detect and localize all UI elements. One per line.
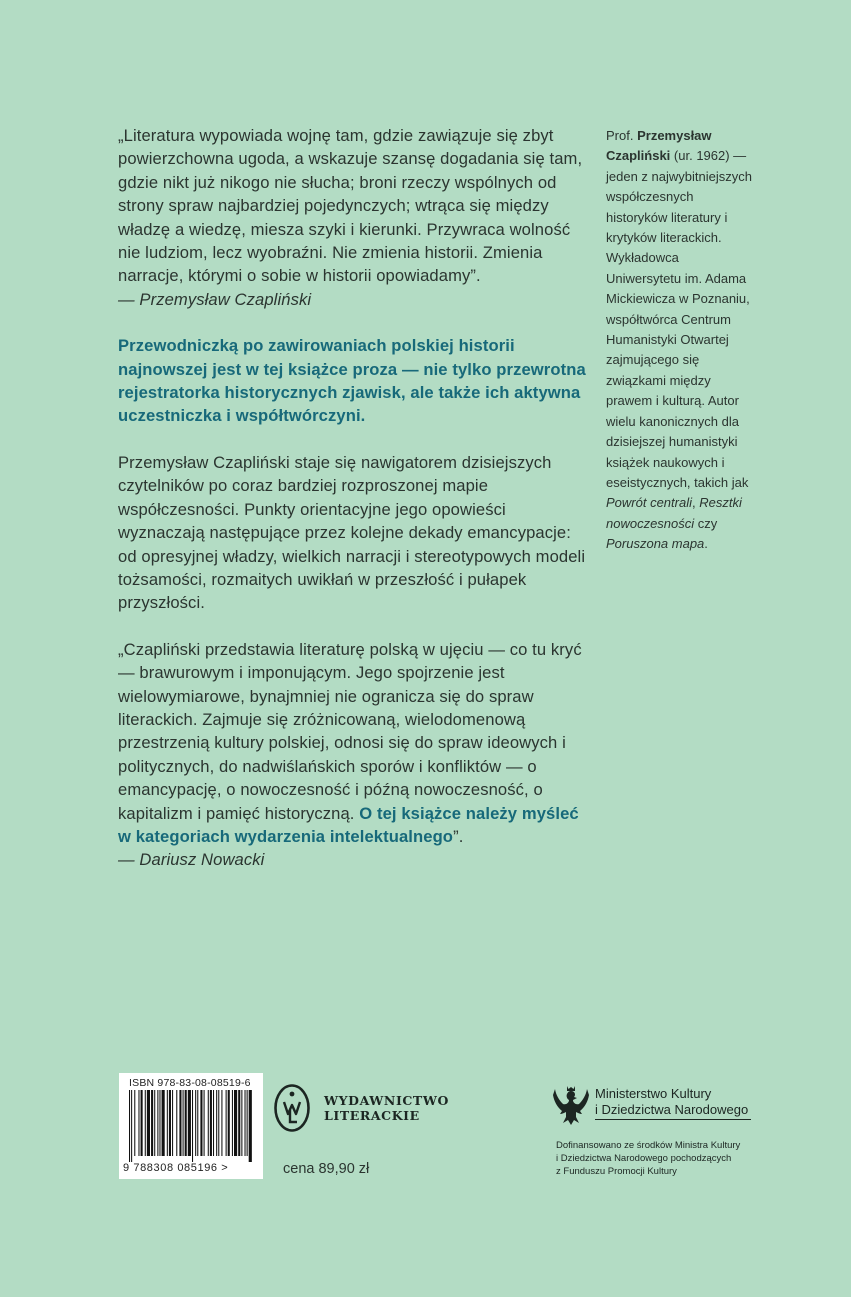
ministry-name xyxy=(595,1086,748,1118)
ministry-name-line2: i Dziedzictwa Narodowego xyxy=(595,1102,749,1117)
publisher-name-line1: WYDAWNICTWO xyxy=(324,1093,449,1108)
ministry-divider xyxy=(595,1119,751,1120)
bio-text: (ur. 1962) — jeden z najwybitniejszych współczesnych historyków literatury i krytyków literackich. Wykładowca Uniwersytetu im. Adama Mickiewicza w Poznaniu, współtwórca Centrum Humanistyki Otwartej zajmującego się związkami między prawem i kulturą. Autor wielu kanonicznych dla dzisiejszej humanistyki książek naukowych i eseistycznych, takich jak xyxy=(606,148,752,490)
funding-line-1: Dofinansowano ze środków Ministra Kultury xyxy=(556,1140,741,1151)
book-title-2: Resztki nowoczesności xyxy=(606,495,742,531)
body-paragraph: Przemysław Czapliński staje się nawigatorem dzisiejszych czytelników po coraz bardziej rozproszonej mapie współczesności. Punkty orientacyjne jego opowieści wyznaczają następujące przez kolejne dekady emancypacje: od opresyjnej władzy, wielkich narracji i stereotypowych modeli tożsamości, rozmaitych uwikłań w przeszłość i pułapek przyszłości. xyxy=(118,452,586,613)
publisher-name xyxy=(324,1093,464,1123)
bio-end: . xyxy=(704,536,708,552)
funding-line-3: z Funduszu Promocji Kultury xyxy=(556,1165,677,1177)
quote-nowacki-attribution: — Dariusz Nowacki xyxy=(118,850,265,870)
polish-eagle-icon xyxy=(552,1083,590,1127)
author-name: Przemysław Czapliński xyxy=(606,128,712,164)
quote-nowacki-highlight: O tej książce należy myśleć w kategoriach wydarzenia intelektualnego xyxy=(118,803,579,846)
lead-paragraph: Przewodniczką po zawirowaniach polskiej historii najnowszej jest w tej książce proza — nie tylko przewrotna rejestratorka historycznych zjawisk, ale także ich aktywna uczestniczka i współtwórczyni. xyxy=(118,336,586,426)
quote-nowacki xyxy=(118,638,593,872)
publisher-name-line2: LITERACKIE xyxy=(324,1108,420,1123)
bio-sep-2: czy xyxy=(697,515,718,531)
quote-czaplinski xyxy=(118,124,593,311)
quote-czaplinski-text: „Literatura wypowiada wojnę tam, gdzie zawiązuje się zbyt powierzchowna ugoda, a wskazuje szansę dogadania się tam, gdzie nikt już nikogo nie słucha; broni rzeczy wspólnych od strony spraw najbardziej pojedynczych; wtrąca się między władzę a wiedzę, miesza szyki i kierunki. Przywraca wolność nie ludziom, lecz wyobraźni. Nie zmienia historii. Zmienia narracje, którymi o sobie w historii opowiadamy”. xyxy=(118,126,583,286)
price: cena 89,90 zł xyxy=(283,1161,370,1177)
wl-logo-icon xyxy=(273,1083,311,1133)
quote-czaplinski-attribution: — Przemysław Czapliński xyxy=(118,289,312,309)
bio-sep-1: , xyxy=(691,495,696,511)
quote-nowacki-end: ”. xyxy=(453,826,464,846)
isbn-barcode xyxy=(119,1073,263,1179)
ministry-name-line1: Ministerstwo Kultury xyxy=(595,1086,712,1101)
barcode-digits: 9 788308 085196 > xyxy=(123,1162,229,1174)
funding-note xyxy=(556,1140,796,1178)
bio-prefix: Prof. xyxy=(606,128,634,143)
author-bio-text xyxy=(606,126,756,555)
barcode-bars-icon xyxy=(128,1090,254,1162)
author-bio xyxy=(606,126,756,555)
isbn-label: ISBN 978-83-08-08519-6 xyxy=(129,1077,251,1089)
book-title-3: Poruszona mapa xyxy=(606,536,705,552)
quote-nowacki-text: „Czapliński przedstawia literaturę polską w ujęciu — co tu kryć — brawurowym i imponującym. Jego spojrzenie jest wielowymiarowe, bynajmniej nie ogranicza się do spraw literackich. Zajmuje się zróżnicowaną, wielodomenową przestrzenią kultury polskiej, odnosi się do spraw ideowych i politycznych, do nadwiślańskich sporów i konfliktów — o emancypację, o nowoczesność i późną nowoczesność, o kapitalizm i pamięć historyczną. xyxy=(118,639,582,823)
main-text-column xyxy=(118,124,593,872)
book-title-1: Powrót centrali xyxy=(606,495,692,511)
funding-line-2: i Dziedzictwa Narodowego pochodzących xyxy=(556,1152,732,1164)
